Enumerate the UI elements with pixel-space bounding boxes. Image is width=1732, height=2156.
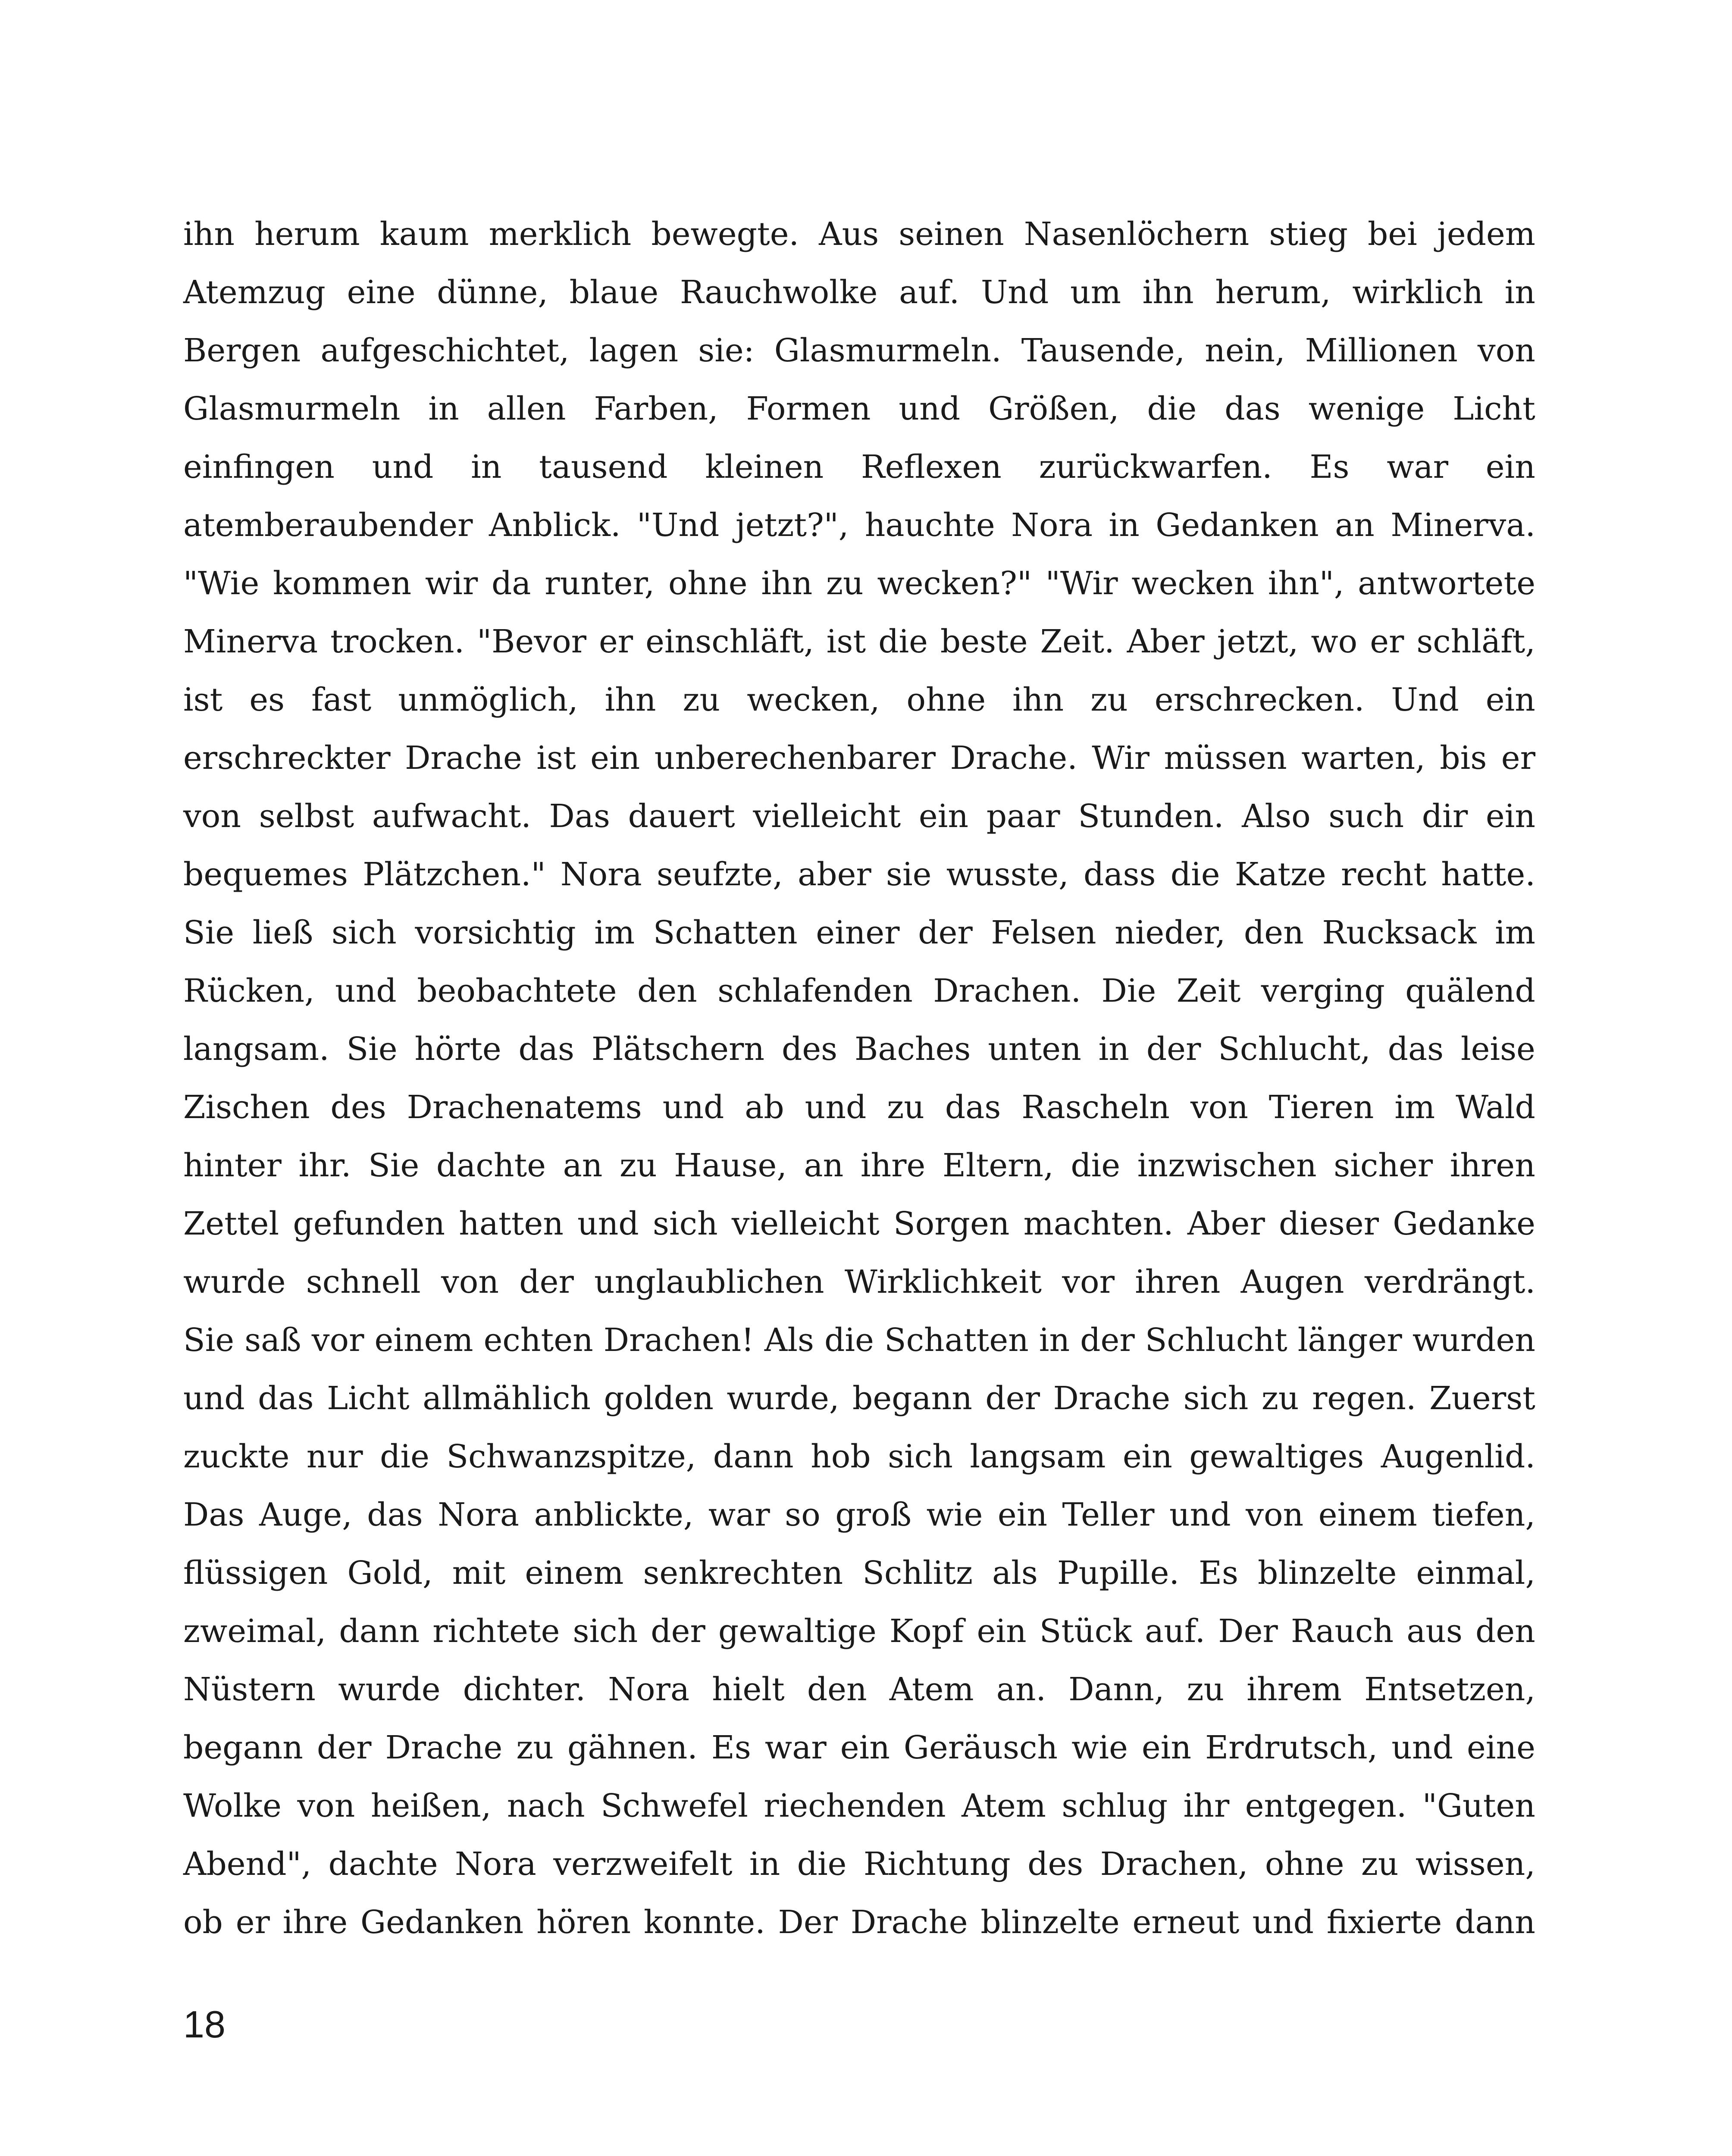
- text-line: erschreckter Drache ist ein unberechenbarer Drache. Wir müssen warten, bis er: [183, 740, 1535, 777]
- text-line: Minerva trocken. "Bevor er einschläft, ist die beste Zeit. Aber jetzt, wo er schläft,: [183, 623, 1535, 660]
- text-line: atemberaubender Anblick. "Und jetzt?", hauchte Nora in Gedanken an Minerva.: [183, 507, 1535, 544]
- text-line: Zischen des Drachenatems und ab und zu das Rascheln von Tieren im Wald: [183, 1089, 1535, 1126]
- text-line: Wolke von heißen, nach Schwefel riechenden Atem schlug ihr entgegen. "Guten: [183, 1787, 1535, 1824]
- text-line: Rücken, und beobachtete den schlafenden Drachen. Die Zeit verging quälend: [183, 972, 1535, 1009]
- text-line: und das Licht allmählich golden wurde, begann der Drache sich zu regen. Zuerst: [183, 1380, 1535, 1417]
- text-line: einfingen und in tausend kleinen Reflexen zurückwarfen. Es war ein: [183, 448, 1535, 486]
- text-line: Atemzug eine dünne, blaue Rauchwolke auf. Und um ihn herum, wirklich in: [183, 274, 1535, 311]
- text-line: zweimal, dann richtete sich der gewaltige Kopf ein Stück auf. Der Rauch aus den: [183, 1613, 1535, 1650]
- text-line: Zettel gefunden hatten und sich vielleicht Sorgen machten. Aber dieser Gedanke: [183, 1205, 1535, 1242]
- text-line: Das Auge, das Nora anblickte, war so groß wie ein Teller und von einem tiefen,: [183, 1496, 1535, 1533]
- text-line: begann der Drache zu gähnen. Es war ein Geräusch wie ein Erdrutsch, und eine: [183, 1729, 1535, 1766]
- text-line: hinter ihr. Sie dachte an zu Hause, an ihre Eltern, die inzwischen sicher ihren: [183, 1147, 1535, 1184]
- text-line: bequemes Plätzchen." Nora seufzte, aber sie wusste, dass die Katze recht hatte.: [183, 856, 1535, 893]
- text-line: langsam. Sie hörte das Plätschern des Baches unten in der Schlucht, das leise: [183, 1031, 1535, 1068]
- text-line: ob er ihre Gedanken hören konnte. Der Drache blinzelte erneut und fixierte dann: [183, 1904, 1535, 1941]
- text-line: Bergen aufgeschichtet, lagen sie: Glasmurmeln. Tausende, nein, Millionen von: [183, 332, 1535, 369]
- text-line: Sie ließ sich vorsichtig im Schatten einer der Felsen nieder, den Rucksack im: [183, 914, 1535, 951]
- text-line: Sie saß vor einem echten Drachen! Als die Schatten in der Schlucht länger wurden: [183, 1322, 1535, 1359]
- page-number: 18: [183, 2003, 226, 2046]
- text-line: "Wie kommen wir da runter, ohne ihn zu wecken?" "Wir wecken ihn", antwortete: [183, 565, 1535, 602]
- text-line: Abend", dachte Nora verzweifelt in die Richtung des Drachen, ohne zu wissen,: [183, 1846, 1535, 1883]
- text-line: ist es fast unmöglich, ihn zu wecken, ohne ihn zu erschrecken. Und ein: [183, 681, 1535, 718]
- text-line: Glasmurmeln in allen Farben, Formen und Größen, die das wenige Licht: [183, 390, 1535, 427]
- text-line: Nüstern wurde dichter. Nora hielt den Atem an. Dann, zu ihrem Entsetzen,: [183, 1671, 1535, 1708]
- text-line: wurde schnell von der unglaublichen Wirklichkeit vor ihren Augen verdrängt.: [183, 1263, 1535, 1300]
- body-text: [183, 205, 1535, 1952]
- text-line: flüssigen Gold, mit einem senkrechten Schlitz als Pupille. Es blinzelte einmal,: [183, 1554, 1535, 1592]
- text-line: von selbst aufwacht. Das dauert vielleicht ein paar Stunden. Also such dir ein: [183, 798, 1535, 835]
- text-line: ihn herum kaum merklich bewegte. Aus seinen Nasenlöchern stieg bei jedem: [183, 216, 1535, 253]
- text-line: zuckte nur die Schwanzspitze, dann hob sich langsam ein gewaltiges Augenlid.: [183, 1438, 1535, 1475]
